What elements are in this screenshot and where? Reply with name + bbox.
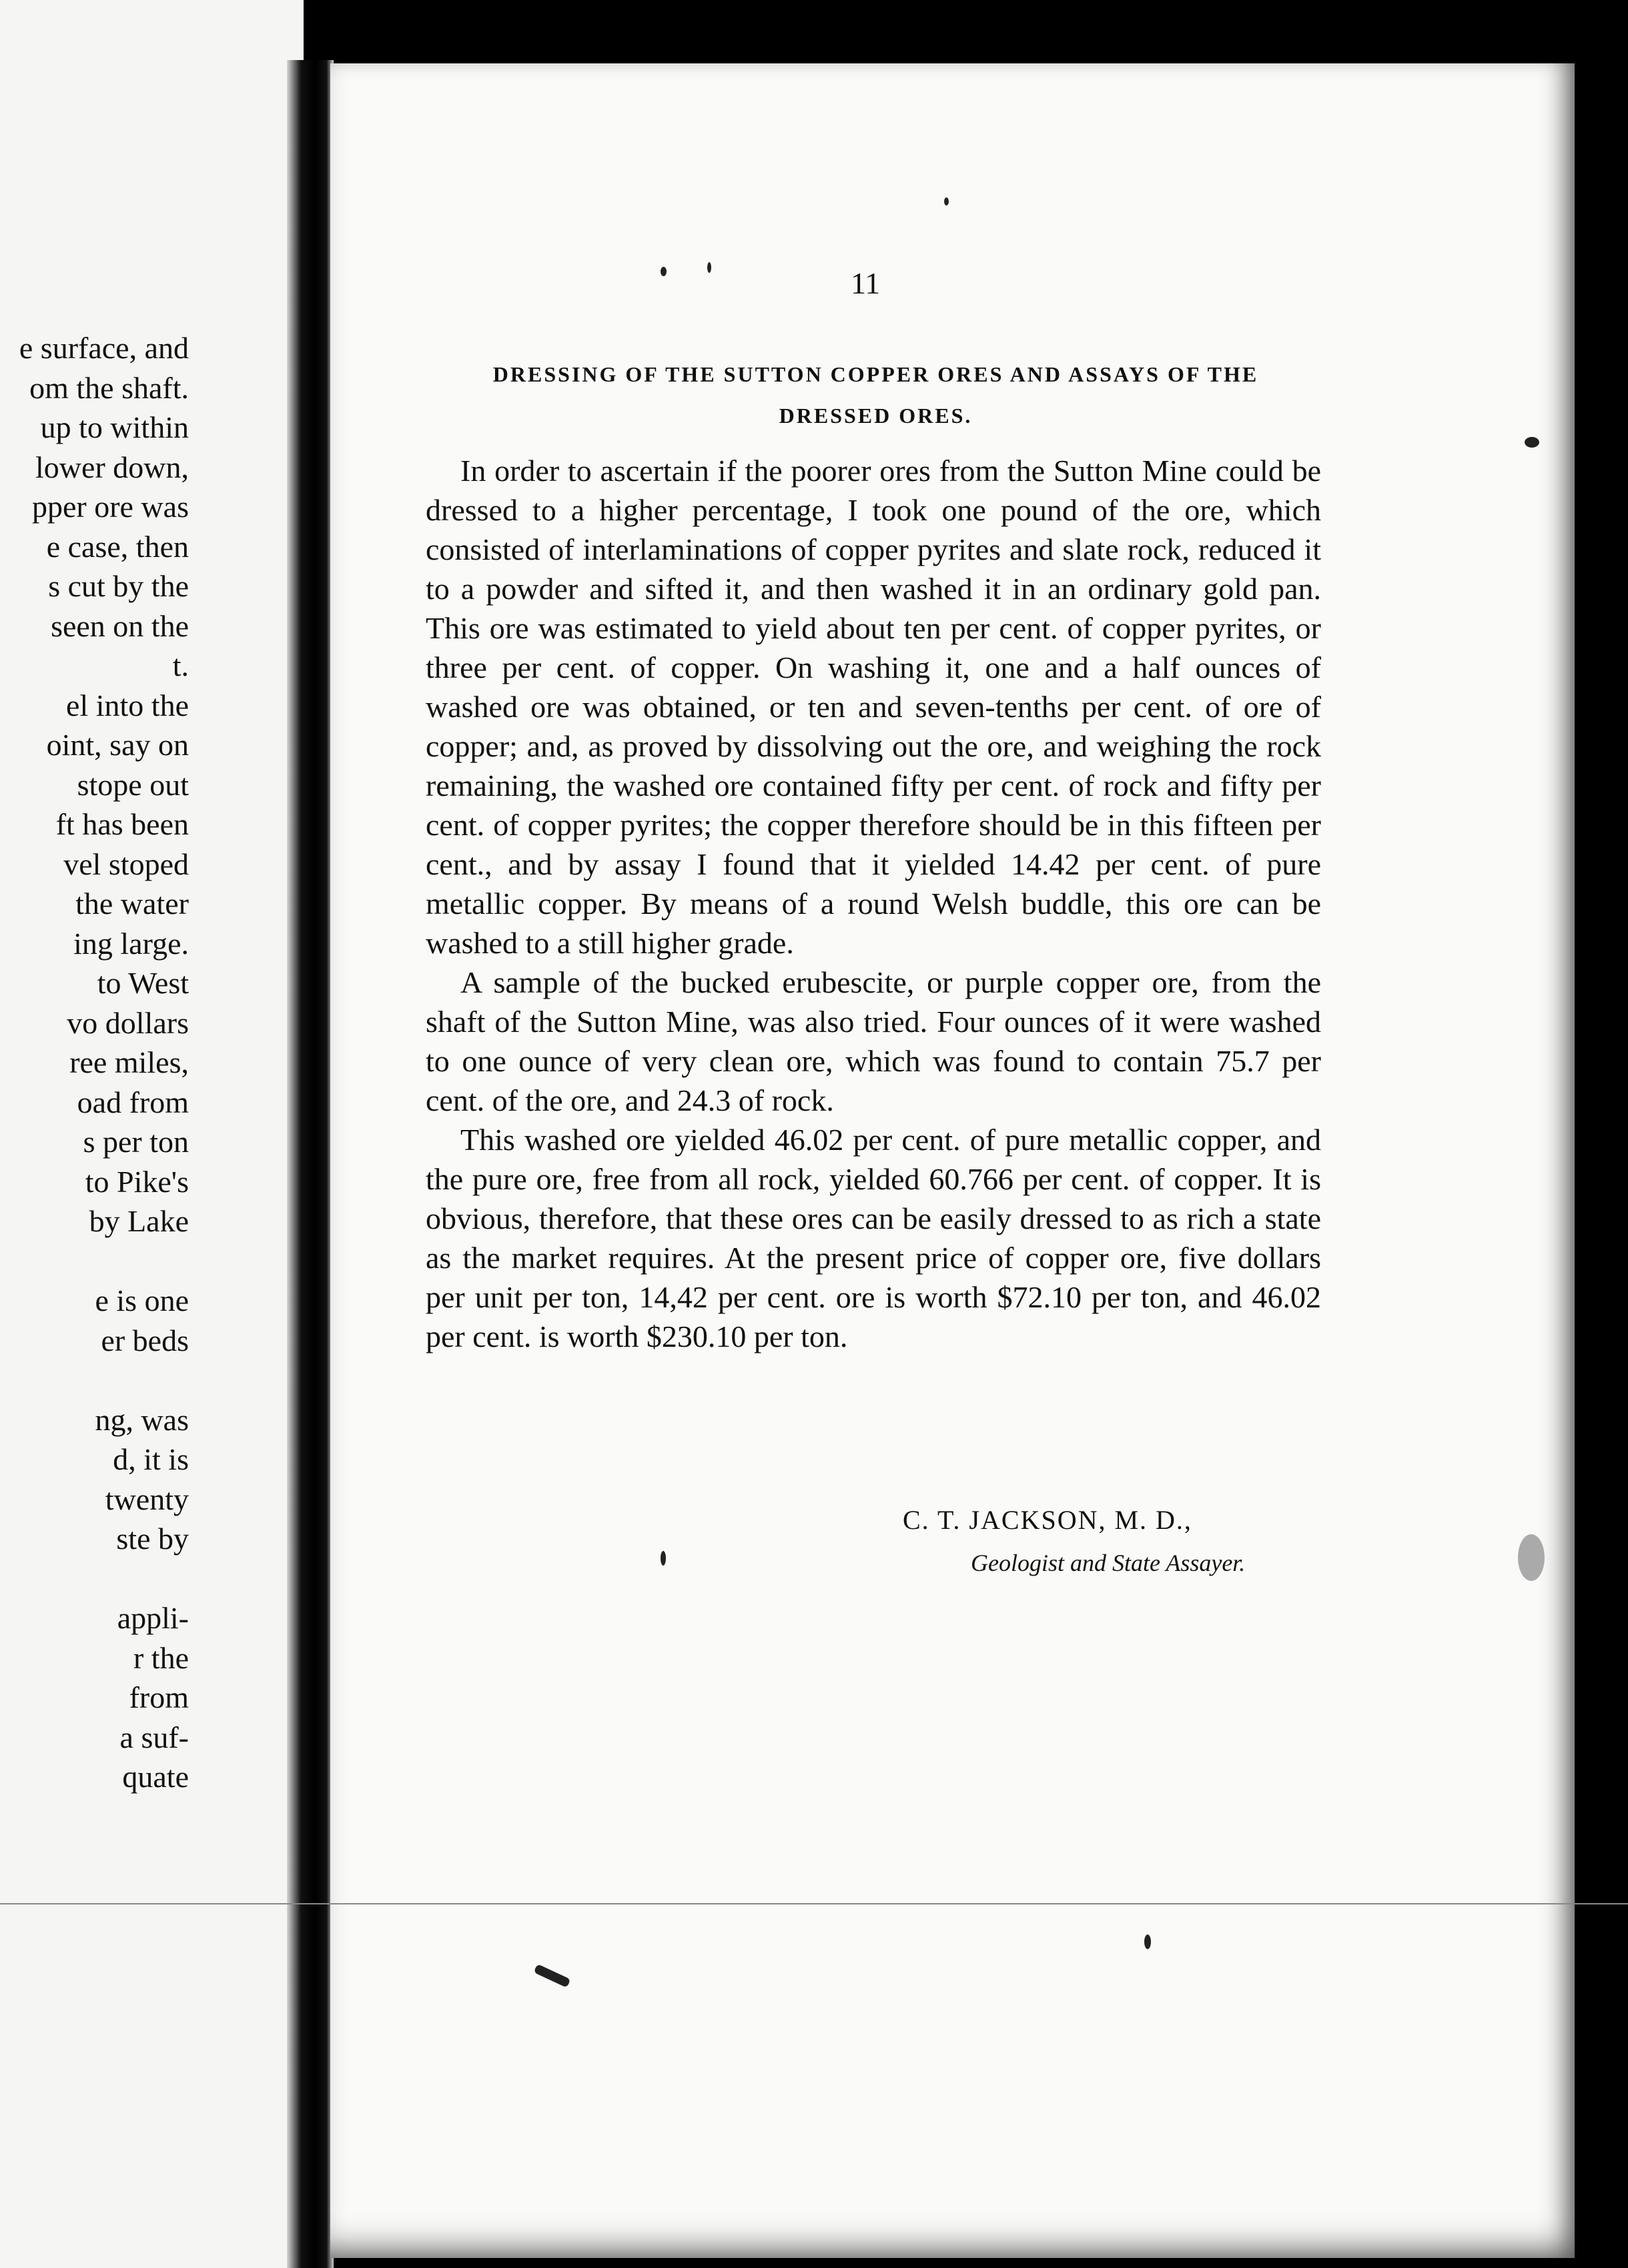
book-gutter (287, 60, 334, 2268)
left-page-line: oad from (77, 1085, 189, 1119)
left-page-fragment (0, 0, 304, 2268)
left-page-line: stope out (77, 767, 189, 802)
left-page-line: d, it is (113, 1442, 189, 1476)
left-page-line: quate (122, 1760, 189, 1794)
left-page-line: om the shaft. (29, 370, 189, 405)
left-page-line: s per ton (83, 1125, 189, 1159)
scan-speck (707, 262, 711, 273)
left-page-line: twenty (105, 1482, 189, 1516)
left-page-line: the water (75, 887, 189, 921)
left-page-line: el into the (66, 688, 189, 722)
signature-title: Geologist and State Assayer. (971, 1550, 1246, 1576)
body-text (426, 451, 1321, 1356)
left-page-line: lower down, (35, 450, 189, 484)
left-page-line: ing large. (73, 926, 189, 961)
left-page-line: ft has been (55, 807, 189, 841)
scan-speck (661, 267, 667, 276)
left-page-line: oint, say on (46, 728, 189, 762)
section-heading (427, 354, 1324, 436)
left-page-line: ste by (116, 1522, 189, 1556)
left-page-line: ree miles, (69, 1045, 189, 1079)
page-number: 11 (851, 266, 881, 300)
heading-line-1: DRESSING OF THE SUTTON COPPER ORES AND ASSAYS OF THE (492, 362, 1259, 386)
scan-speck (661, 1551, 666, 1566)
left-page-line: to West (97, 966, 189, 1000)
left-page-line: a suf- (119, 1720, 189, 1754)
left-page-line: pper ore was (31, 490, 189, 524)
left-page-line: r the (133, 1640, 189, 1675)
left-page-line: by Lake (89, 1204, 189, 1238)
left-page-line: t. (172, 648, 189, 682)
left-page-line: e case, then (46, 529, 189, 564)
left-page-line: ng, was (95, 1402, 189, 1437)
paragraph-3: This washed ore yielded 46.02 per cent. of pure metallic copper, and the pure ore, free from all rock, yielded 60.766 per cent. of copper. It is obvious, therefore, that these ores can be easily dressed to as rich a state as the market requires. At the present price of copper ore, five dollars per unit per ton, 14,42 per cent. ore is worth $72.10 per ton, and 46.02 per cent. is worth $230.10 per ton. (426, 1123, 1321, 1353)
heading-line-2: DRESSED ORES. (779, 404, 973, 428)
left-page-line: e is one (95, 1283, 189, 1317)
scan-speck (1525, 437, 1539, 448)
scan-speck (1144, 1934, 1151, 1949)
paragraph-1: In order to ascertain if the poorer ores from the Sutton Mine could be dressed to a higher percentage, I took one pound of the ore, which consisted of interlaminations of copper pyrites and slate rock, reduced it to a powder and sifted it, and then washed it in an ordinary gold pan. This ore was estimated to yield about ten per cent. of copper pyrites, or three per cent. of copper. On washing it, one and a half ounces of washed ore was obtained, or ten and seven-tenths per cent. of ore of copper; and, as proved by dissolving out the ore, and weighing the rock remaining, the washed ore contained fifty per cent. of rock and fifty per cent. of copper pyrites; the copper therefore should be in this fifteen per cent., and by assay I found that it yielded 14.42 per cent. of pure metallic copper. By means of a round Welsh buddle, this ore can be washed to a still higher grade. (426, 454, 1321, 960)
left-page-line: to Pike's (85, 1164, 189, 1199)
left-page-gap (19, 1241, 189, 1281)
left-page-line: appli- (117, 1601, 189, 1635)
scan-crease-line (0, 1903, 1628, 1904)
left-page-line: s cut by the (48, 569, 189, 603)
left-page-line: from (129, 1680, 189, 1714)
scan-speck (1518, 1534, 1545, 1581)
left-page-gap (19, 1360, 189, 1400)
left-page-text (19, 328, 189, 1797)
scan-speck (944, 197, 949, 205)
left-page-line: e surface, and (19, 331, 189, 365)
left-page-line: er beds (101, 1323, 189, 1357)
left-page-line: up to within (40, 410, 189, 444)
left-page-line: vel stoped (63, 846, 189, 881)
paragraph-2: A sample of the bucked erubescite, or purple copper ore, from the shaft of the Sutton Mine, was also tried. Four ounces of it were washed to one ounce of very clean ore, which was found to contain 75.7 per cent. of the ore, and 24.3 of rock. (426, 965, 1321, 1117)
left-page-line: seen on the (51, 608, 189, 643)
signature-name: C. T. JACKSON, M. D., (903, 1505, 1192, 1535)
left-page-line: vo dollars (67, 1005, 189, 1040)
left-page-gap (19, 1559, 189, 1599)
